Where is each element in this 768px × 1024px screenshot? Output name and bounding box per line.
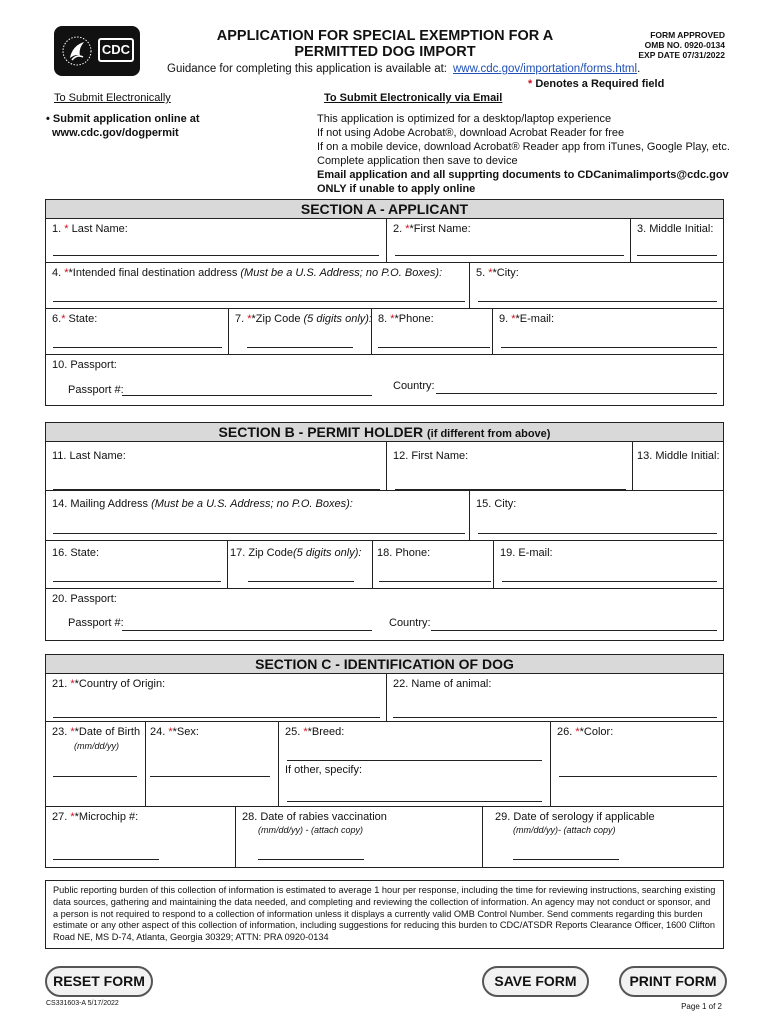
reset-form-button[interactable]: RESET FORM [45,966,153,997]
exp-date: EXP DATE 07/31/2022 [638,50,725,60]
holder-first-name-input[interactable] [395,489,626,490]
required-star: * [303,726,308,738]
first-name-cell [387,219,631,262]
city-label: *City: [492,267,519,279]
instruction-line: This application is optimized for a desktop/laptop experience [317,113,612,125]
guidance-period: . [637,63,641,75]
mailing-address-cell [46,491,470,540]
section-a-row-4 [46,355,723,405]
burden-statement: Public reporting burden of this collection of information is estimated to average 1 hour per response, including the time for reviewing instructions, searching existing data sources, gathering and maintaining the data needed, and completing and reviewing the collection of information. An agency may not conduct or sponsor, and a person is not required to respond to a collection of information unless it displays a currently valid OMB Control Number. Send comments regarding this burden estimate or any other aspect of this collection of information, including suggestions for reducing this burden to CDC/ATSDR Reports Clearance Officer, 1600 Clifton Road NE, MS D-74, Atlanta, Georgia 30329; ATTN: PRA 0920-0134 [45,880,724,949]
section-a-row-2 [46,263,723,309]
section-c-row-1 [46,674,723,722]
required-star: * [390,313,395,325]
country-label: Country: [393,380,435,392]
city-cell [470,263,723,308]
email-label: *E-mail: [515,313,555,325]
title-line-2: PERMITTED DOG IMPORT [294,44,476,60]
color-label: *Color: [579,726,614,738]
submit-online [46,112,200,140]
section-a-row-1 [46,219,723,263]
serology-date-label: 29. Date of serology if applicable [495,811,655,823]
breed-other-label: If other, specify: [285,764,363,776]
breed-label: *Breed: [307,726,345,738]
address-note: (Must be a U.S. Address; no P.O. Boxes): [240,267,443,279]
section-b-title-text: SECTION B - PERMIT HOLDER [218,424,424,440]
middle-initial-cell [631,219,723,262]
sex-cell [146,722,279,806]
required-star: * [528,78,533,90]
field-number: 24. [150,726,166,738]
holder-last-name-input[interactable] [53,489,380,490]
middle-initial-input[interactable] [637,255,717,256]
holder-phone-cell [373,541,494,588]
holder-city-cell [470,491,723,540]
destination-address-label: *Intended final destination address [68,267,238,279]
rabies-date-format: (mm/dd/yy) - (attach copy) [258,825,364,835]
holder-middle-initial-label: 13. Middle Initial: [637,450,720,462]
rabies-date-cell [236,807,483,867]
holder-passport-heading: 20. Passport: [52,593,117,605]
city-input[interactable] [478,301,717,302]
required-star: * [64,267,69,279]
field-number: 4. [52,267,62,279]
holder-last-name-cell [46,442,387,490]
required-star: * [247,313,252,325]
color-input[interactable] [559,776,717,777]
phone-label: *Phone: [394,313,434,325]
required-note [528,78,664,90]
country-origin-cell [46,674,387,721]
form-approved: FORM APPROVED [650,30,725,40]
zip-label: *Zip Code [251,313,301,325]
holder-zip-input[interactable] [248,581,354,582]
zip-input[interactable] [247,347,353,348]
form-code: CS331603-A 5/17/2022 [46,1000,119,1007]
email-cell [493,309,723,354]
holder-last-name-label: 11. Last Name: [52,450,126,462]
guidance-link[interactable]: www.cdc.gov/importation/forms.html [453,63,638,75]
holder-email-cell [494,541,723,588]
holder-country-select[interactable] [431,630,717,631]
destination-address-input[interactable] [53,301,465,302]
section-a-applicant [45,199,724,406]
section-b-row-1 [46,442,723,491]
required-star: * [168,726,173,738]
holder-first-name-label: 12. First Name: [393,450,469,462]
field-number: 27. [52,811,68,823]
holder-passport-input[interactable] [122,630,372,631]
state-select[interactable] [53,347,222,348]
field-number: 6. [52,313,62,325]
section-b-title [46,423,723,442]
state-cell [46,309,229,354]
field-number: 25. [285,726,301,738]
serology-date-cell [483,807,723,867]
field-number: 26. [557,726,573,738]
holder-email-label: 19. E-mail: [500,547,553,559]
field-number: 21. [52,678,68,690]
holder-zip-cell [228,541,373,588]
breed-cell [279,722,551,806]
country-origin-label: *Country of Origin: [74,678,166,690]
holder-zip-label: 17. Zip Code [230,547,293,559]
instruction-line: Complete application then save to device [317,155,518,167]
rabies-date-label: 28. Date of rabies vaccination [242,811,387,823]
field-number: 7. [235,313,245,325]
holder-country-label: Country: [389,617,431,629]
section-b-title-note: (if different from above) [427,428,551,440]
holder-city-input[interactable] [478,533,717,534]
guidance-text: Guidance for completing this application is available at: [167,63,447,75]
submit-online-line-1: • Submit application online at [46,113,200,125]
microchip-input[interactable] [53,859,159,860]
section-c-row-2 [46,722,723,807]
animal-name-input[interactable] [393,717,717,718]
submit-online-url[interactable]: www.cdc.gov/dogpermit [52,127,179,139]
breed-select[interactable] [287,760,542,761]
section-c-title: SECTION C - IDENTIFICATION OF DOG [46,655,723,674]
field-number: 8. [378,313,388,325]
holder-phone-input[interactable] [379,581,491,582]
color-cell [551,722,723,806]
required-star: * [61,313,66,325]
holder-state-cell [46,541,228,588]
phone-cell [372,309,493,354]
mailing-address-label: 14. Mailing Address [52,498,148,510]
form-title [200,28,570,60]
email-instruction: Email application and all supprting documents to CDCanimalimports@cdc.gov [317,169,729,181]
country-select[interactable] [436,393,717,394]
required-star: * [575,726,580,738]
middle-initial-label: 3. Middle Initial: [637,223,714,235]
required-star: * [70,678,75,690]
mailing-address-input[interactable] [53,533,465,534]
section-a-title: SECTION A - APPLICANT [46,200,723,219]
required-star: * [70,726,75,738]
print-form-button[interactable]: PRINT FORM [619,966,727,997]
sex-label: *Sex: [172,726,199,738]
breed-other-input[interactable] [287,801,542,802]
state-label: State: [68,313,98,325]
phone-input[interactable] [378,347,490,348]
holder-city-label: 15. City: [476,498,517,510]
title-line-1: APPLICATION FOR SPECIAL EXEMPTION FOR A [216,28,554,44]
submit-email-heading: To Submit Electronically via Email [324,92,503,104]
holder-passport-label: Passport #: [68,617,124,629]
rabies-date-input[interactable] [258,859,364,860]
holder-middle-initial-cell [633,442,723,490]
guidance [167,63,640,75]
section-a-row-3 [46,309,723,355]
dob-cell [46,722,146,806]
holder-first-name-cell [387,442,633,490]
serology-date-format: (mm/dd/yy)- (attach copy) [513,825,616,835]
holder-state-select[interactable] [53,581,221,582]
field-number: 1. [52,223,62,235]
dob-input[interactable] [53,776,137,777]
cdc-logo-text: CDC [98,38,134,62]
required-star: * [405,223,410,235]
passport-heading: 10. Passport: [52,359,117,371]
serology-date-input[interactable] [513,859,619,860]
section-b-row-2 [46,491,723,541]
page-number: Page 1 of 2 [681,1002,722,1011]
animal-name-cell [387,674,723,721]
zip-cell [229,309,372,354]
section-b-row-4 [46,589,723,640]
field-number: 2. [393,223,403,235]
first-name-label: *First Name: [409,223,471,235]
dob-format: (mm/dd/yy) [74,741,119,751]
passport-label: Passport #: [68,384,124,396]
destination-address-cell [46,263,470,308]
first-name-input[interactable] [395,255,624,256]
field-number: 5. [476,267,486,279]
dob-label: *Date of Birth [74,726,141,738]
holder-email-input[interactable] [502,581,717,582]
field-number: 9. [499,313,509,325]
holder-zip-note: (5 digits only): [292,547,362,559]
omb-approval [638,30,725,60]
submit-online-heading: To Submit Electronically [54,92,171,104]
section-b-permit-holder [45,422,724,641]
instruction-line: If not using Adobe Acrobat®, download Acrobat Reader for free [317,127,625,139]
required-note-text: Denotes a Required field [535,78,665,90]
zip-note: (5 digits only): [303,313,372,325]
sex-select[interactable] [150,776,270,777]
microchip-cell [46,807,236,867]
holder-state-label: 16. State: [52,547,100,559]
required-star: * [64,223,69,235]
field-number: 23. [52,726,68,738]
save-form-button[interactable]: SAVE FORM [482,966,589,997]
last-name-label: Last Name: [71,223,128,235]
required-star: * [70,811,75,823]
animal-name-label: 22. Name of animal: [393,678,492,690]
required-star: * [511,313,516,325]
country-origin-select[interactable] [53,717,380,718]
cdc-logo [54,26,140,76]
section-c-row-3 [46,807,723,867]
microchip-label: *Microchip #: [74,811,139,823]
email-only-note: ONLY if unable to apply online [317,183,476,195]
section-c-identification [45,654,724,868]
holder-phone-label: 18. Phone: [377,547,431,559]
submit-email-instructions [317,112,737,196]
omb-number: OMB NO. 0920-0134 [644,40,725,50]
passport-input[interactable] [122,395,372,396]
instruction-line: If on a mobile device, download Acrobat® Reader app from iTunes, Google Play, etc. [317,141,730,153]
mailing-address-note: (Must be a U.S. Address; no P.O. Boxes): [151,498,353,510]
required-star: * [488,267,493,279]
section-b-row-3 [46,541,723,589]
email-input[interactable] [501,347,717,348]
last-name-input[interactable] [53,255,379,256]
last-name-cell [46,219,387,262]
hhs-eagle-icon [62,34,92,68]
